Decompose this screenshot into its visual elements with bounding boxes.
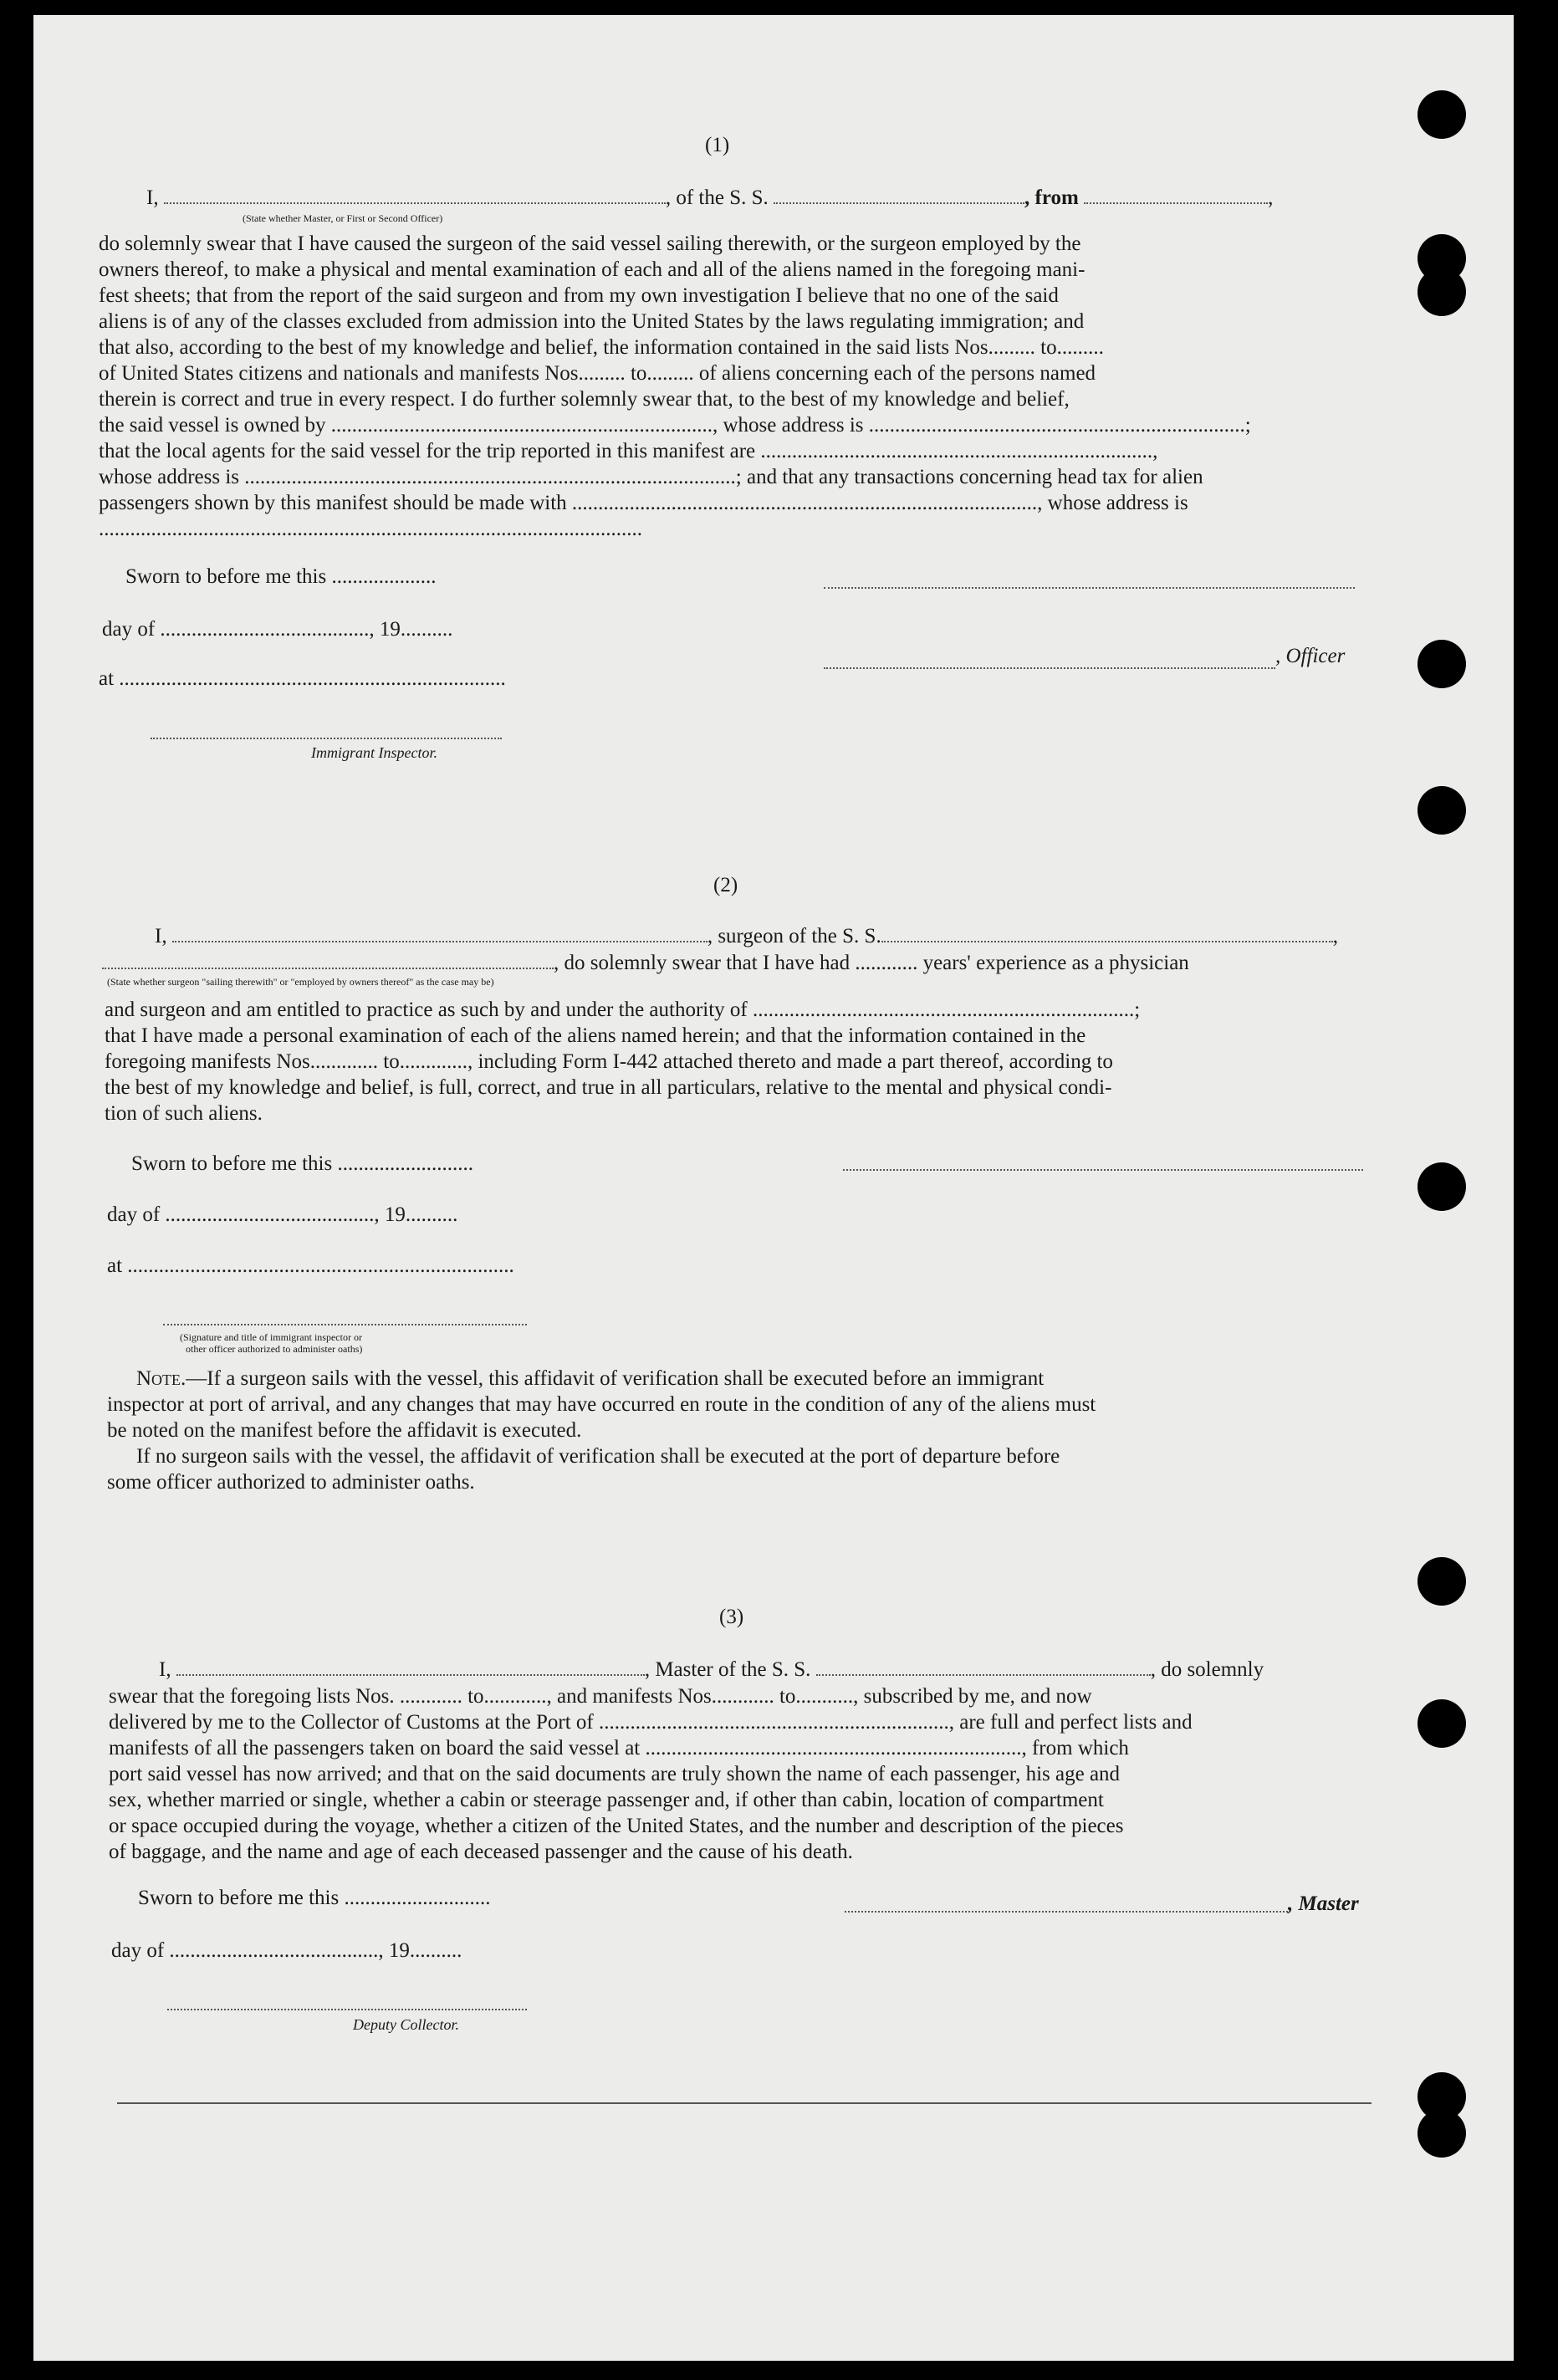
pronoun-label: I, [155,925,172,947]
text-line: port said vessel has now arrived; and that on the said documents are truly shown the name of each passenger, his age and [109,1763,1121,1785]
text-line: do solemnly swear that I have caused the surgeon of the said vessel sailing therewith, or the surgeon employed by the [99,232,1081,255]
text-line: fest sheets; that from the report of the said surgeon and from my own investigation I believe that no one of the said [99,284,1059,307]
oath-first-line: I, , of the S. S. , from , [146,186,1274,209]
binder-hole [1418,90,1466,139]
note-paragraph [107,1366,1366,1495]
binder-hole [1418,1699,1466,1748]
text-line: swear that the foregoing lists Nos. ............ to............, and manifests Nos............ to..........., subscribed by me, and now [109,1685,1092,1708]
surgeon-first-line: I, , surgeon of the S. S. , [155,925,1338,947]
master-label: , Master of the S. S. [644,1658,816,1681]
sworn-line: Sworn to before me this ............................ [138,1887,491,1909]
inspector-signature-line [151,738,502,739]
vessel-label: , of the S. S. [665,186,774,209]
master-first-line [159,1657,1264,1683]
text-line: some officer authorized to administer oaths. [107,1471,475,1494]
text-line: whose address is ..............................................................................................; and that any transactions concerning head tax for alien [99,466,1203,488]
section1-paragraph [99,231,1357,542]
text-line: and surgeon and am entitled to practice as such by and under the authority of .........................................................................; [105,998,1141,1021]
text-line: aliens is of any of the classes excluded from admission into the United States by the laws regulating immigration; and [99,310,1085,333]
note-lead: Note. [136,1367,186,1390]
solemnly-label: , do solemnly [1150,1658,1264,1681]
binder-hole [1418,1557,1466,1606]
text-line: ........................................................................................................ [99,518,642,540]
signature-line [843,1169,1363,1171]
text-line: the said vessel is owned by ........................................................................., whose address is ........................................................................; [99,414,1251,437]
surgeon-hint: (State whether surgeon "sailing therewith" or "employed by owners thereof" as the case may be) [107,976,494,988]
section3-paragraph [109,1683,1372,1865]
binder-hole [1418,2109,1466,2158]
surgeon-second-line [102,951,1189,976]
master-title-label: , Master [1288,1892,1359,1915]
binder-hole [1418,268,1466,316]
text-line: If no surgeon sails with the vessel, the affidavit of verification shall be executed at the port of departure before [136,1445,1060,1468]
text-line: inspector at port of arrival, and any changes that may have occurred en route in the condition of any of the aliens must [107,1393,1096,1416]
text-line: or space occupied during the voyage, whether a citizen of the United States, and the number and description of the pieces [109,1815,1124,1837]
signature-line [824,587,1355,589]
text-line: owners thereof, to make a physical and mental examination of each and all of the aliens named in the foregoing mani- [99,258,1085,281]
section-number: (1) [705,134,730,156]
sworn-line: Sworn to before me this .......................... [131,1152,473,1175]
text-line: therein is correct and true in every respect. I do further solemnly swear that, to the best of my knowledge and belief, [99,388,1070,411]
text-line: of baggage, and the name and age of each deceased passenger and the cause of his death. [109,1841,853,1863]
text-line: tion of such aliens. [105,1102,263,1125]
text-line: that the local agents for the said vessel for the trip reported in this manifest are ..........................................................................., [99,440,1158,462]
text-line: of United States citizens and nationals and manifests Nos......... to......... of aliens concerning each of the persons named [99,362,1096,385]
signature-hint: other officer authorized to administer oaths) [186,1343,363,1355]
sworn-line: Sworn to before me this .................... [125,565,437,588]
text-line: the best of my knowledge and belief, is full, correct, and true in all particulars, relative to the mental and physical condi- [105,1076,1112,1099]
date-line: day of ........................................, 19.......... [102,618,453,641]
text-line: be noted on the manifest before the affidavit is executed. [107,1419,582,1442]
binder-hole [1418,786,1466,835]
master-signature-line [845,1911,1288,1913]
officer-label: , Officer [1275,645,1346,667]
officer-signature-line [824,667,1275,669]
binder-hole [1418,640,1466,688]
text-line: that I have made a personal examination of each of the aliens named herein; and that the information contained in the [105,1024,1086,1047]
from-label: , from [1024,186,1085,209]
text-line: sex, whether married or single, whether a cabin or steerage passenger and, if other than cabin, location of compartment [109,1789,1104,1811]
collector-signature-line [167,2009,527,2010]
inspector-label: Immigrant Inspector. [311,744,437,761]
pronoun-label: I, [159,1658,176,1681]
bottom-rule [117,2102,1372,2104]
experience-label: , do solemnly swear that I have had ............ years' experience as a physician [554,952,1189,974]
section2-paragraph [105,997,1363,1126]
location-line: at .......................................................................... [99,667,506,690]
officer-hint: (State whether Master, or First or Second Officer) [243,212,443,224]
surgeon-label: , surgeon of the S. S. [707,925,881,947]
text-line: that also, according to the best of my knowledge and belief, the information contained in the said lists Nos......... to......... [99,336,1104,359]
section-number: (3) [719,1606,744,1628]
pronoun-label: I, [146,186,164,209]
authorized-signature-line [163,1324,527,1325]
text-line: foregoing manifests Nos............. to............., including Form I-442 attached thereto and made a part thereof, according to [105,1050,1113,1073]
signature-hint: (Signature and title of immigrant inspector or [180,1331,362,1343]
section-number: (2) [713,874,738,896]
date-line: day of ........................................, 19.......... [107,1203,458,1226]
collector-label: Deputy Collector. [353,2016,459,2033]
text-line: passengers shown by this manifest should be made with ........................................................................................., whose address is [99,492,1188,514]
location-line: at .......................................................................... [107,1254,514,1277]
text-line: manifests of all the passengers taken on board the said vessel at ........................................................................, from which [109,1737,1129,1759]
date-line: day of ........................................, 19.......... [111,1939,462,1962]
text-line: delivered by me to the Collector of Customs at the Port of ..................................................................., are full and perfect lists and [109,1711,1193,1734]
text-line: Note.—If a surgeon sails with the vessel, this affidavit of verification shall be executed before an immigrant [136,1367,1045,1390]
binder-hole [1418,1162,1466,1211]
